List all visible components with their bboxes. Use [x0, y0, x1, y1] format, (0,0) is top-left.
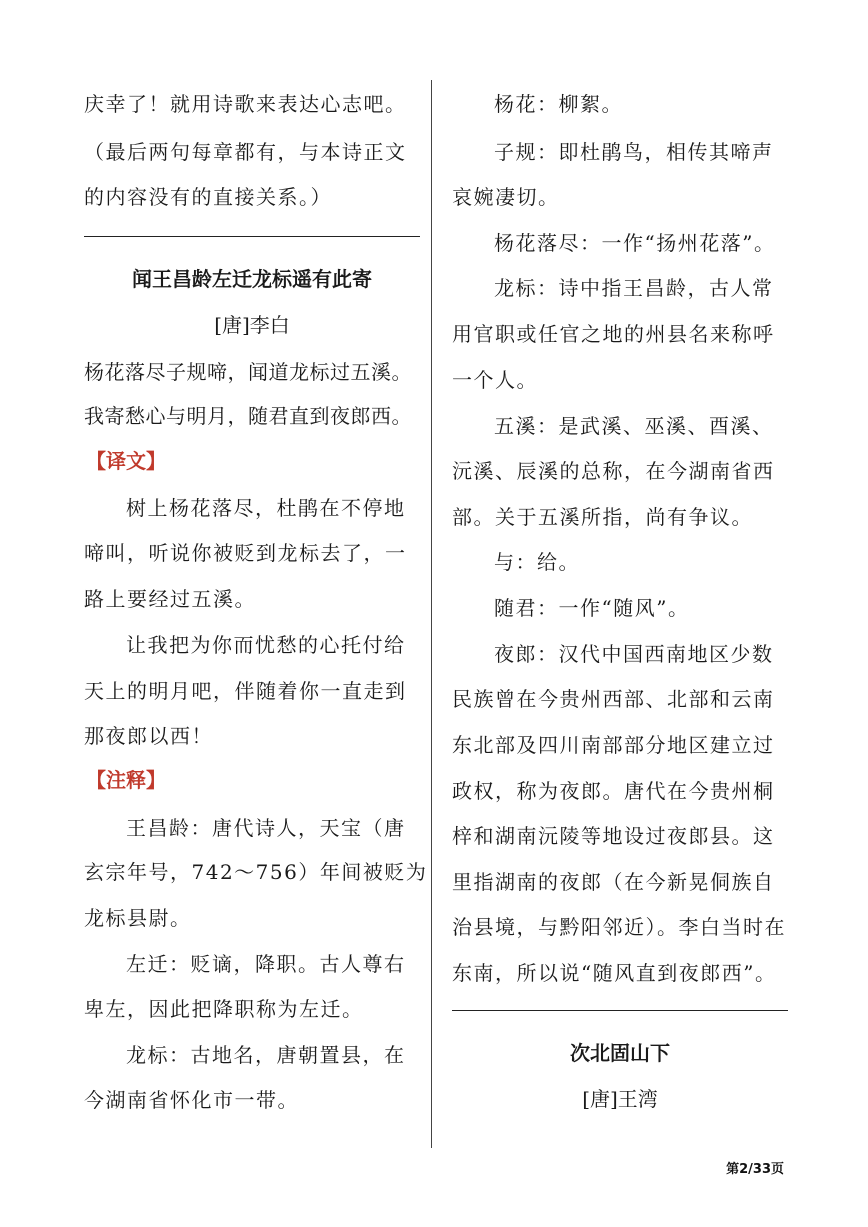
note-line: 民族曾在今贵州西部、北部和云南 — [452, 687, 775, 711]
section-divider — [452, 1010, 788, 1011]
note-line: 与：给。 — [494, 550, 580, 574]
translation-line: 让我把为你而忧愁的心托付给 — [126, 633, 406, 657]
column-divider — [431, 80, 432, 1148]
translation-line: 那夜郎以西！ — [84, 724, 213, 748]
note-line: 治县境，与黔阳邻近）。李白当时在 — [452, 915, 786, 939]
translation-line: 树上杨花落尽，杜鹃在不停地 — [126, 496, 406, 520]
note-line: 用官职或任官之地的州县名来称呼 — [452, 322, 775, 346]
translation-line: 啼叫，听说你被贬到龙标去了，一 — [84, 541, 407, 565]
intro-line: 的内容没有的直接关系。） — [84, 185, 332, 209]
translation-line: 天上的明月吧，伴随着你一直走到 — [84, 679, 407, 703]
note-line: 政权，称为夜郎。唐代在今贵州桐 — [452, 779, 775, 803]
poem-author: [唐]李白 — [214, 313, 290, 337]
poem-title: 闻王昌龄左迁龙标遥有此寄 — [132, 267, 372, 291]
section-divider — [84, 236, 420, 237]
note-line: 龙标：诗中指王昌龄，古人常 — [494, 276, 774, 300]
note-line: 东北部及四川南部部分地区建立过 — [452, 733, 775, 757]
intro-line: 庆幸了！就用诗歌来表达心志吧。 — [84, 92, 407, 116]
note-line: 龙标县尉。 — [84, 906, 192, 930]
note-line: 随君：一作“随风”。 — [494, 596, 690, 620]
note-line: 夜郎：汉代中国西南地区少数 — [494, 642, 774, 666]
poem-line: 杨花落尽子规啼，闻道龙标过五溪。 — [84, 360, 412, 384]
translation-line: 路上要经过五溪。 — [84, 587, 256, 611]
note-line: 玄宗年号，742～756）年间被贬为 — [84, 860, 428, 884]
poem-line: 我寄愁心与明月，随君直到夜郎西。 — [84, 404, 412, 428]
note-line: 左迁：贬谪，降职。古人尊右 — [126, 952, 406, 976]
notes-header: 【注释】 — [86, 768, 166, 792]
note-line: 梓和湖南沅陵等地设过夜郎县。这 — [452, 824, 775, 848]
note-line: 部。关于五溪所指，尚有争议。 — [452, 505, 753, 529]
note-line: 五溪：是武溪、巫溪、酉溪、 — [494, 414, 774, 438]
translation-header: 【译文】 — [86, 449, 166, 473]
note-line: 里指湖南的夜郎（在今新晃侗族自 — [452, 870, 775, 894]
poem-title: 次北固山下 — [570, 1041, 670, 1065]
intro-line: （最后两句每章都有，与本诗正文 — [84, 140, 407, 164]
page-number: 第2/33页 — [726, 1162, 784, 1177]
note-line: 子规：即杜鹃鸟，相传其啼声 — [494, 140, 774, 164]
note-line: 杨花落尽：一作“扬州花落”。 — [494, 231, 776, 255]
note-line: 哀婉凄切。 — [452, 185, 560, 209]
note-line: 杨花：柳絮。 — [494, 92, 623, 116]
note-line: 王昌龄：唐代诗人，天宝（唐 — [126, 816, 406, 840]
note-line: 龙标：古地名，唐朝置县，在 — [126, 1043, 406, 1067]
note-line: 今湖南省怀化市一带。 — [84, 1088, 299, 1112]
note-line: 东南，所以说“随风直到夜郎西”。 — [452, 961, 777, 985]
note-line: 卑左，因此把降职称为左迁。 — [84, 997, 364, 1021]
note-line: 沅溪、辰溪的总称，在今湖南省西 — [452, 459, 775, 483]
note-line: 一个人。 — [452, 368, 538, 392]
poem-author: [唐]王湾 — [582, 1087, 658, 1111]
